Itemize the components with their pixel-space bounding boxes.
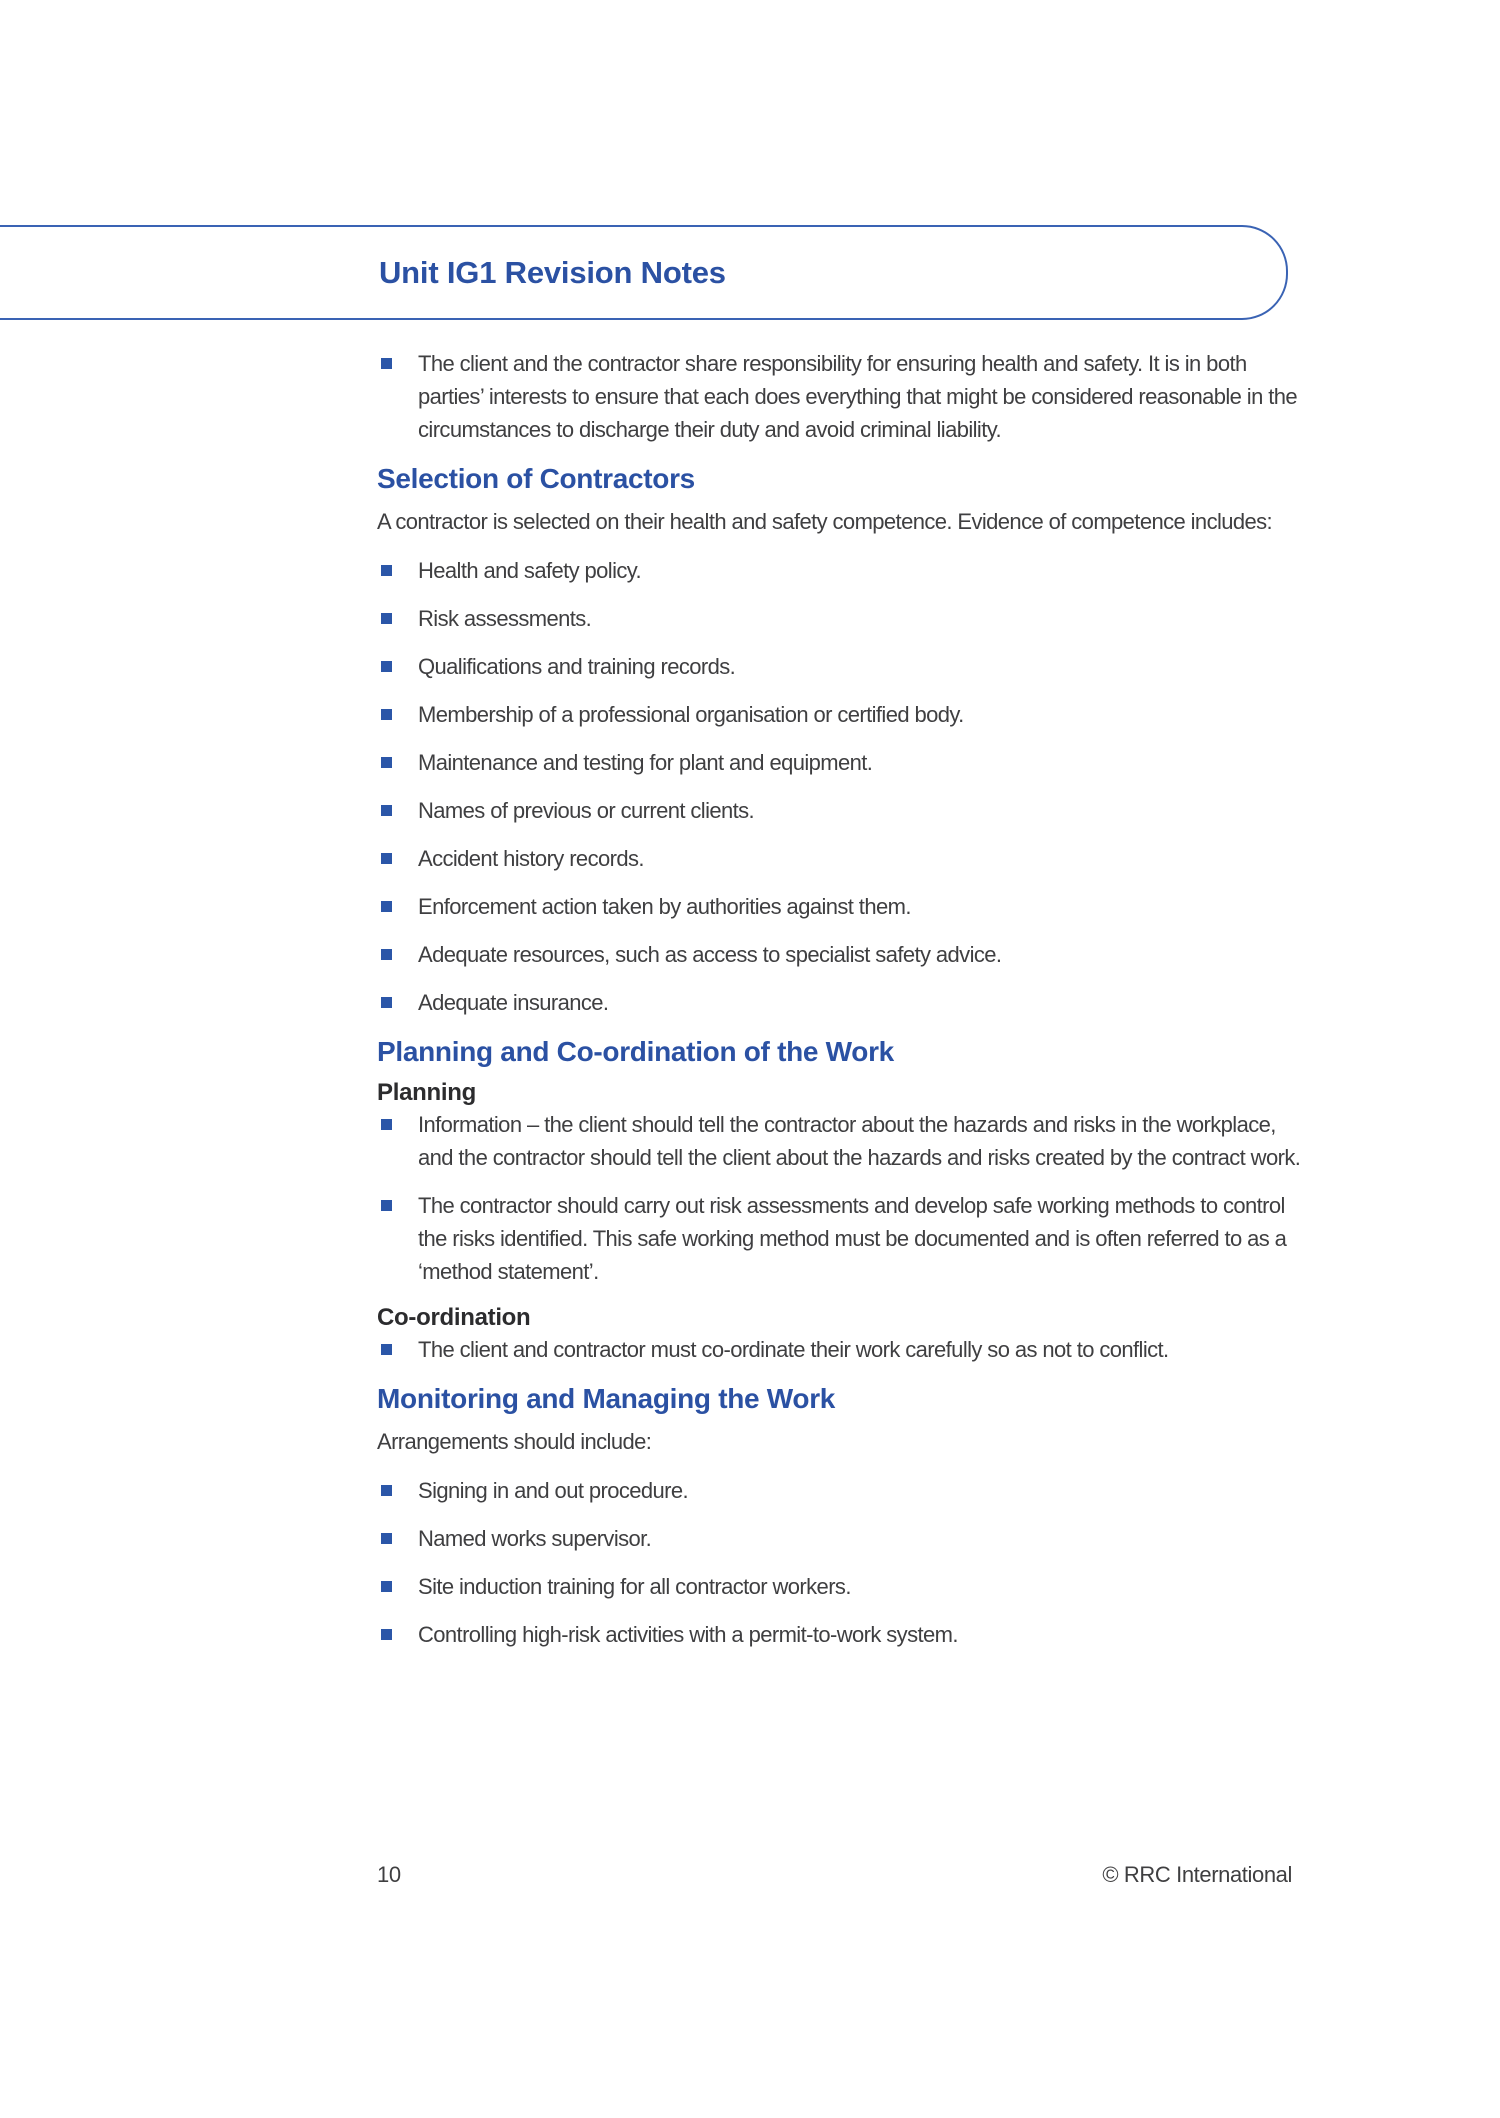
bullet-item: [377, 1570, 1313, 1603]
bullet-item: [377, 842, 1313, 875]
bullet-item-text: Health and safety policy.: [418, 558, 642, 583]
bullet-item: [377, 986, 1313, 1019]
bullet-item: [377, 1474, 1313, 1507]
bullet-item-text: Controlling high-risk activities with a permit-to-work system.: [418, 1622, 958, 1647]
bullet-square-icon: [381, 853, 392, 864]
sub-heading: Planning: [377, 1079, 476, 1106]
bullet-item-text: Site induction training for all contractor workers.: [418, 1574, 851, 1599]
bullet-item: [377, 746, 1313, 779]
bullet-square-icon: [381, 901, 392, 912]
bullet-item: [377, 1108, 1313, 1174]
bullet-square-icon: [381, 613, 392, 624]
bullet-square-icon: [381, 1119, 392, 1130]
body-paragraph: A contractor is selected on their health and safety competence. Evidence of competence includes:: [377, 509, 1273, 534]
bullet-item-text: Names of previous or current clients.: [418, 798, 755, 823]
bullet-item-text: Adequate resources, such as access to specialist safety advice.: [418, 942, 1002, 967]
bullet-square-icon: [381, 1533, 392, 1544]
bullet-square-icon: [381, 949, 392, 960]
bullet-list: [377, 1108, 1313, 1288]
bullet-item: [377, 1522, 1313, 1555]
bullet-item: [377, 938, 1313, 971]
bullet-item-text: Adequate insurance.: [418, 990, 609, 1015]
bullet-square-icon: [381, 1485, 392, 1496]
bullet-item-text: Information – the client should tell the contractor about the hazards and risks in the workplace, and the contractor should tell the client about the hazards and risks created by the contract work.: [418, 1112, 1301, 1170]
body-paragraph: Arrangements should include:: [377, 1429, 652, 1454]
bullet-list: [377, 1474, 1313, 1651]
bullet-item-text: The contractor should carry out risk assessments and develop safe working methods to control the risks identified. This safe working method must be documented and is often referred to as a ‘method statement’.: [418, 1193, 1287, 1284]
bullet-square-icon: [381, 661, 392, 672]
bullet-item: [377, 698, 1313, 731]
bullet-item: [377, 1189, 1313, 1288]
bullet-square-icon: [381, 1344, 392, 1355]
section-heading: Planning and Co-ordination of the Work: [377, 1036, 894, 1067]
bullet-item-text: The client and contractor must co-ordinate their work carefully so as not to conflict.: [418, 1337, 1169, 1362]
bullet-list: [377, 554, 1313, 1019]
bullet-item: [377, 794, 1313, 827]
bullet-item-text: Named works supervisor.: [418, 1526, 652, 1551]
bullet-item: [377, 1618, 1313, 1651]
page-title: Unit IG1 Revision Notes: [379, 254, 726, 290]
bullet-item: [377, 650, 1313, 683]
footer: [377, 1858, 1292, 1891]
bullet-item-text: The client and the contractor share responsibility for ensuring health and safety. It is in both parties’ interests to ensure that each does everything that might be considered reasonable in the circumstances to discharge their duty and avoid criminal liability.: [418, 351, 1298, 442]
bullet-square-icon: [381, 757, 392, 768]
bullet-item: [377, 554, 1313, 587]
bullet-square-icon: [381, 1629, 392, 1640]
bullet-item-text: Maintenance and testing for plant and equipment.: [418, 750, 873, 775]
bullet-item-text: Signing in and out procedure.: [418, 1478, 689, 1503]
bullet-list: [377, 347, 1313, 446]
section-heading: Selection of Contractors: [377, 463, 695, 494]
bullet-item-text: Accident history records.: [418, 846, 644, 871]
section-heading: Monitoring and Managing the Work: [377, 1383, 836, 1414]
title-box: [0, 225, 1288, 320]
bullet-item-text: Enforcement action taken by authorities against them.: [418, 894, 911, 919]
bullet-item: [377, 347, 1313, 446]
page-number: 10: [377, 1862, 401, 1887]
sub-heading: Co-ordination: [377, 1304, 531, 1331]
bullet-item-text: Qualifications and training records.: [418, 654, 736, 679]
bullet-item-text: Risk assessments.: [418, 606, 592, 631]
bullet-square-icon: [381, 1581, 392, 1592]
bullet-square-icon: [381, 1200, 392, 1211]
bullet-square-icon: [381, 565, 392, 576]
bullet-list: [377, 1333, 1313, 1366]
bullet-item: [377, 1333, 1313, 1366]
bullet-item: [377, 602, 1313, 635]
copyright: © RRC International: [1102, 1862, 1292, 1887]
bullet-square-icon: [381, 358, 392, 369]
bullet-square-icon: [381, 997, 392, 1008]
bullet-square-icon: [381, 709, 392, 720]
content: [377, 347, 1313, 1666]
bullet-item: [377, 890, 1313, 923]
bullet-item-text: Membership of a professional organisation or certified body.: [418, 702, 964, 727]
bullet-square-icon: [381, 805, 392, 816]
